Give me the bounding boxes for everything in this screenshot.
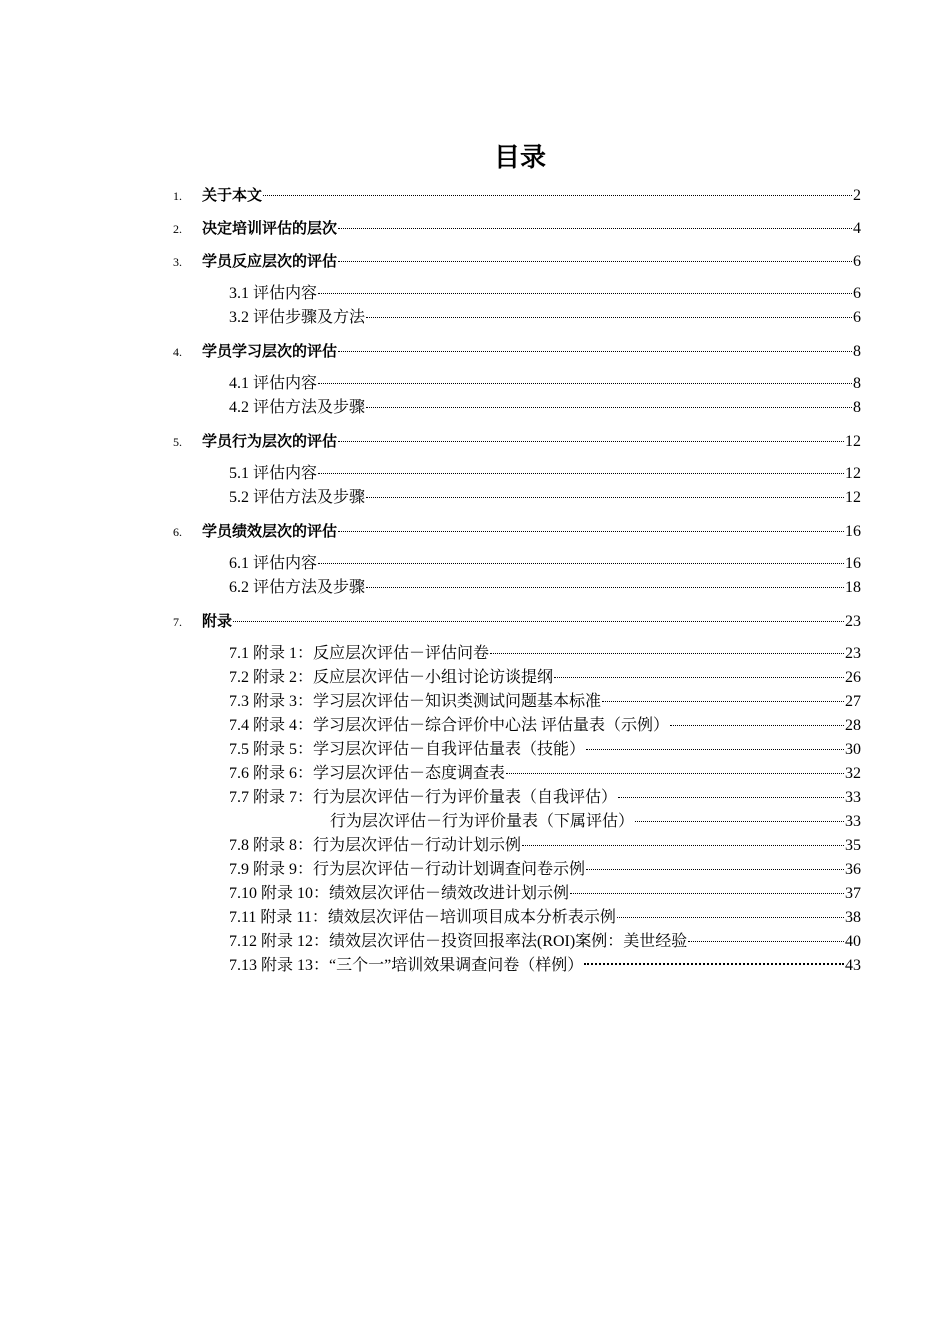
toc-leader-dots bbox=[506, 772, 844, 774]
toc-entry[interactable] bbox=[173, 216, 861, 240]
toc-entry-label: 7.6 附录 6：学习层次评估－态度调查表 bbox=[229, 765, 506, 782]
toc-entry-label: 6.2 评估方法及步骤 bbox=[229, 579, 366, 596]
toc-entry-label: 7.11 附录 11：绩效层次评估－培训项目成本分析表示例 bbox=[229, 909, 616, 926]
toc-entry[interactable] bbox=[173, 183, 861, 207]
toc-entry-label: 7.3 附录 3：学习层次评估－知识类测试问题基本标准 bbox=[229, 693, 602, 710]
toc-entry[interactable] bbox=[229, 282, 861, 306]
toc-entry[interactable] bbox=[229, 786, 861, 810]
toc-entry-page-number: 12 bbox=[845, 465, 861, 482]
toc-entry-label: 7.9 附录 9：行为层次评估－行动计划调查问卷示例 bbox=[229, 861, 586, 878]
toc-entry-page-number: 33 bbox=[845, 813, 861, 830]
toc-leader-dots bbox=[318, 562, 844, 564]
toc-entry-number: 5. bbox=[173, 435, 182, 449]
page-title: 目录 bbox=[493, 143, 546, 173]
toc-entry[interactable] bbox=[229, 462, 861, 486]
toc-leader-dots bbox=[586, 748, 844, 750]
toc-entry-page-number: 37 bbox=[845, 885, 861, 902]
toc-entry-page-number: 36 bbox=[845, 861, 861, 878]
toc-entry-label: 7.12 附录 12：绩效层次评估－投资回报率法(ROI)案例：美世经验 bbox=[229, 933, 688, 950]
toc-entry-label: 7.8 附录 8：行为层次评估－行动计划示例 bbox=[229, 837, 522, 854]
toc-entry-label: 7.5 附录 5：学习层次评估－自我评估量表（技能） bbox=[229, 741, 586, 758]
toc-entry-label: 7.2 附录 2：反应层次评估－小组讨论访谈提纲 bbox=[229, 669, 554, 686]
toc-entry-page-number: 18 bbox=[845, 579, 861, 596]
toc-leader-dots bbox=[584, 962, 844, 965]
toc-entry-page-number: 30 bbox=[845, 741, 861, 758]
toc-leader-dots bbox=[366, 406, 852, 408]
toc-entry-number: 6. bbox=[173, 525, 182, 539]
toc-entry-label: 7.1 附录 1：反应层次评估－评估问卷 bbox=[229, 645, 490, 662]
toc-entry-label: 3.1 评估内容 bbox=[229, 285, 318, 302]
toc-entry-label: 7.13 附录 13：“三个一”培训效果调查问卷（样例） bbox=[229, 957, 584, 974]
toc-entry-label: 决定培训评估的层次 bbox=[202, 219, 338, 237]
toc-entry[interactable] bbox=[330, 810, 861, 834]
toc-leader-dots bbox=[366, 586, 844, 588]
toc-entry-label: 3.2 评估步骤及方法 bbox=[229, 309, 366, 326]
toc-entry-label: 6.1 评估内容 bbox=[229, 555, 318, 572]
toc-entry-page-number: 43 bbox=[845, 957, 861, 974]
toc-leader-dots bbox=[233, 620, 844, 622]
toc-entry-page-number: 12 bbox=[845, 433, 861, 450]
toc-entry-page-number: 6 bbox=[853, 309, 861, 326]
toc-entry-page-number: 16 bbox=[845, 555, 861, 572]
toc-entry-number: 2. bbox=[173, 222, 182, 236]
toc-entry[interactable] bbox=[229, 372, 861, 396]
toc-leader-dots bbox=[570, 892, 844, 894]
toc-entry[interactable] bbox=[229, 306, 861, 330]
toc-entry[interactable] bbox=[229, 834, 861, 858]
toc-entry[interactable] bbox=[229, 714, 861, 738]
toc-entry-page-number: 16 bbox=[845, 523, 861, 540]
toc-leader-dots bbox=[670, 724, 844, 726]
toc-entry[interactable] bbox=[173, 519, 861, 543]
toc-entry[interactable] bbox=[229, 738, 861, 762]
toc-leader-dots bbox=[318, 382, 852, 384]
toc-leader-dots bbox=[586, 868, 844, 870]
toc-entry-label: 学员反应层次的评估 bbox=[202, 252, 338, 270]
toc-leader-dots bbox=[490, 652, 844, 654]
toc-entry-page-number: 26 bbox=[845, 669, 861, 686]
toc-leader-dots bbox=[338, 227, 852, 229]
toc-entry-label: 关于本文 bbox=[202, 186, 263, 204]
toc-entry-label: 行为层次评估－行为评价量表（下属评估） bbox=[330, 813, 635, 830]
toc-entry[interactable] bbox=[229, 882, 861, 906]
toc-entry[interactable] bbox=[173, 429, 861, 453]
toc-leader-dots bbox=[366, 496, 844, 498]
toc-entry-label: 学员绩效层次的评估 bbox=[202, 522, 338, 540]
toc-leader-dots bbox=[263, 194, 852, 196]
toc-leader-dots bbox=[338, 440, 844, 442]
toc-entry[interactable] bbox=[173, 609, 861, 633]
toc-entry-label: 7.4 附录 4：学习层次评估－综合评价中心法 评估量表（示例） bbox=[229, 717, 670, 734]
toc-entry-label: 学员学习层次的评估 bbox=[202, 342, 338, 360]
toc-entry[interactable] bbox=[229, 396, 861, 420]
toc-entry-label: 5.2 评估方法及步骤 bbox=[229, 489, 366, 506]
toc-entry-page-number: 8 bbox=[853, 343, 861, 360]
toc-entry-page-number: 2 bbox=[853, 187, 861, 204]
toc-entry-label: 学员行为层次的评估 bbox=[202, 432, 338, 450]
toc-entry[interactable] bbox=[173, 249, 861, 273]
toc-entry-label: 附录 bbox=[202, 612, 233, 630]
toc-entry[interactable] bbox=[229, 552, 861, 576]
toc-entry[interactable] bbox=[229, 576, 861, 600]
toc-leader-dots bbox=[554, 676, 844, 678]
toc-entry-page-number: 33 bbox=[845, 789, 861, 806]
toc-entry-number: 4. bbox=[173, 345, 182, 359]
toc-entry-label: 7.7 附录 7：行为层次评估－行为评价量表（自我评估） bbox=[229, 789, 618, 806]
toc-entry-page-number: 38 bbox=[845, 909, 861, 926]
toc-entry-page-number: 6 bbox=[853, 253, 861, 270]
toc-entry-label: 4.2 评估方法及步骤 bbox=[229, 399, 366, 416]
toc-leader-dots bbox=[688, 940, 844, 942]
toc-entry-page-number: 27 bbox=[845, 693, 861, 710]
toc-entry-number: 3. bbox=[173, 255, 182, 269]
toc-entry-number: 7. bbox=[173, 615, 182, 629]
toc-entry[interactable] bbox=[229, 762, 861, 786]
toc-entry[interactable] bbox=[229, 906, 861, 930]
toc-leader-dots bbox=[617, 916, 844, 918]
toc-entry[interactable] bbox=[229, 930, 861, 954]
toc-entry-label: 4.1 评估内容 bbox=[229, 375, 318, 392]
toc-entry-page-number: 35 bbox=[845, 837, 861, 854]
toc-entry-label: 5.1 评估内容 bbox=[229, 465, 318, 482]
toc-entry[interactable] bbox=[229, 858, 861, 882]
toc-entry-label: 7.10 附录 10：绩效层次评估－绩效改进计划示例 bbox=[229, 885, 570, 902]
toc-entry[interactable] bbox=[229, 690, 861, 714]
toc-entry[interactable] bbox=[229, 642, 861, 666]
toc-entry[interactable] bbox=[229, 486, 861, 510]
toc-entry[interactable] bbox=[173, 339, 861, 363]
toc-entry[interactable] bbox=[229, 666, 861, 690]
toc-entry-page-number: 8 bbox=[853, 375, 861, 392]
toc-leader-dots bbox=[618, 796, 844, 798]
toc-entry-page-number: 40 bbox=[845, 933, 861, 950]
toc-entry-page-number: 6 bbox=[853, 285, 861, 302]
toc-leader-dots bbox=[318, 472, 844, 474]
toc-leader-dots bbox=[366, 316, 852, 318]
toc-leader-dots bbox=[318, 292, 852, 294]
toc-entry-page-number: 4 bbox=[853, 220, 861, 237]
toc-entry-page-number: 32 bbox=[845, 765, 861, 782]
toc-entry-page-number: 23 bbox=[845, 613, 861, 630]
toc-leader-dots bbox=[522, 844, 844, 846]
toc-entry-page-number: 12 bbox=[845, 489, 861, 506]
toc-leader-dots bbox=[635, 820, 844, 822]
toc-leader-dots bbox=[338, 350, 852, 352]
toc-leader-dots bbox=[602, 700, 844, 702]
toc-entry-number: 1. bbox=[173, 189, 182, 203]
toc-entry-page-number: 28 bbox=[845, 717, 861, 734]
toc-entry-page-number: 23 bbox=[845, 645, 861, 662]
toc-entry[interactable] bbox=[229, 954, 861, 978]
toc-leader-dots bbox=[338, 260, 852, 262]
toc-entry-page-number: 8 bbox=[853, 399, 861, 416]
toc-leader-dots bbox=[338, 530, 844, 532]
